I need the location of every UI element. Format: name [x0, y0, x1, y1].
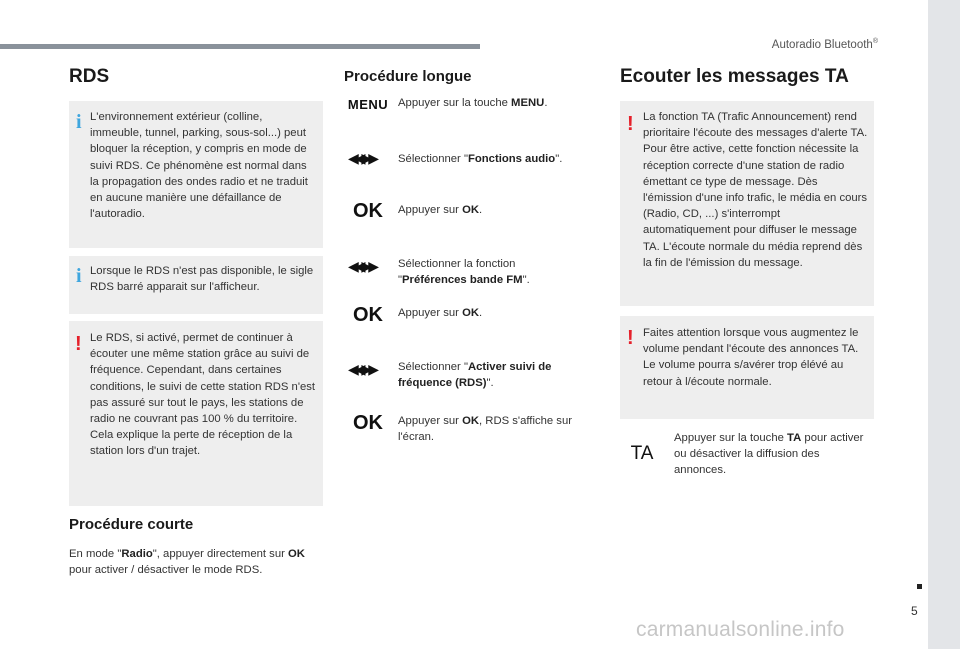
ta-title: Ecouter les messages TA: [620, 66, 849, 87]
step-5-text: Appuyer sur OK.: [398, 307, 483, 319]
info-icon: i: [76, 265, 82, 287]
left-right-arrows-icon: ◀◀ ▶▶: [348, 258, 375, 274]
ta-note-1: La fonction TA (Trafic Announcement) rend prioritaire l'écoute des messages d'alerte TA. Pour être active, cette fonction nécessite la réception correcte d'une station de radio émettant ce type de message. Dès l'émission d'une info trafic, le média en cours (Radio, CD, ...) s'interrompt automatiquement pour diffuser le message TA. L'écoute normale du média reprend dès la fin de l'émission du message.: [643, 111, 868, 269]
info-icon: i: [76, 111, 82, 133]
left-right-arrows-icon: ◀◀ ▶▶: [348, 150, 375, 166]
warning-icon: !: [627, 113, 634, 135]
registered-mark: ®: [872, 38, 878, 45]
short-procedure-title: Procédure courte: [69, 516, 194, 533]
watermark: carmanualsonline.info: [636, 618, 845, 641]
header-bar: [0, 44, 480, 49]
left-right-arrows-icon: ◀◀ ▶▶: [348, 361, 375, 377]
rds-title: RDS: [69, 66, 110, 87]
step-1-text: Appuyer sur la touche MENU.: [398, 97, 548, 109]
header-title-text: Autoradio Bluetooth: [771, 38, 873, 51]
rds-note-1: L'environnement extérieur (colline, immeuble, tunnel, parking, sous-sol...) peut bloquer la réception, y compris en mode de suivi RDS. Ce phénomène est normal dans la propagation des ondes radio et ne traduit en aucune manière une défaillance de l'autoradio.: [90, 111, 308, 221]
menu-key-icon: MENU: [347, 97, 389, 112]
ok-key-icon: OK: [353, 412, 383, 434]
page-side-tab: [928, 0, 960, 649]
ok-key-icon: OK: [353, 200, 383, 222]
short-procedure-text: En mode "Radio", appuyer directement sur OK pour activer / désactiver le mode RDS.: [69, 548, 305, 577]
ta-key-text: Appuyer sur la touche TA pour activer ou désactiver la diffusion des annonces.: [674, 432, 864, 477]
step-4-text: Sélectionner la fonction "Préférences bande FM".: [398, 258, 530, 287]
rds-note-3: Le RDS, si activé, permet de continuer à écouter une même station grâce au suivi de fréquence. Cependant, dans certaines conditions, le suivi de cette station RDS n'est pas assuré sur tout le pays, les stations de radio ne couvrant pas 100 % du territoire. Cela explique la perte de réception de la station lors d'un trajet.: [90, 332, 316, 458]
rds-note-2: Lorsque le RDS n'est pas disponible, le sigle RDS barré apparait sur l'afficheur.: [90, 265, 314, 294]
warning-icon: !: [75, 333, 82, 355]
page-number: 5: [911, 604, 918, 618]
step-3-text: Appuyer sur OK.: [398, 204, 483, 216]
step-7-text: Appuyer sur OK, RDS s'affiche sur l'écran.: [398, 415, 572, 444]
step-2-text: Sélectionner "Fonctions audio".: [398, 153, 563, 165]
ta-note-2: Faites attention lorsque vous augmentez le volume pendant l'écoute des annonces TA. Le volume pourra s/avérer trop élévé au retour à l/écoute normale.: [643, 327, 859, 388]
long-procedure-title: Procédure longue: [344, 68, 472, 85]
ta-key-icon: TA: [630, 443, 654, 464]
step-6-text: Sélectionner "Activer suivi de fréquence (RDS)".: [398, 361, 552, 390]
ok-key-icon: OK: [353, 304, 383, 326]
warning-icon: !: [627, 327, 634, 349]
continue-marker: [917, 584, 922, 589]
section-header: [772, 38, 878, 51]
